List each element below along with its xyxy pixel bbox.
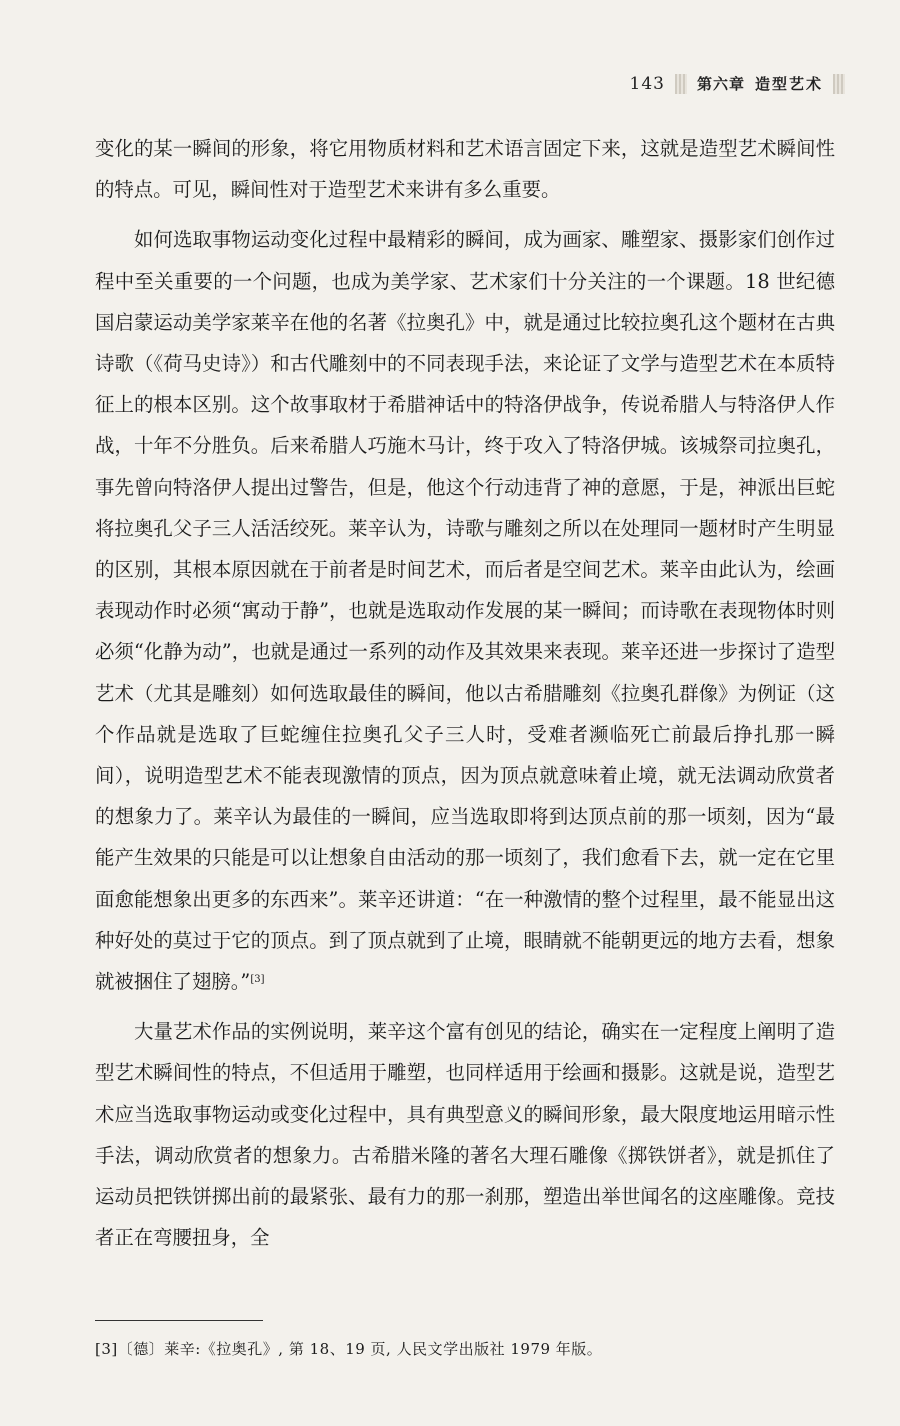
paragraph-1: 变化的某一瞬间的形象，将它用物质材料和艺术语言固定下来，这就是造型艺术瞬间性的特点。可见，瞬间性对于造型艺术来讲有多么重要。	[95, 137, 835, 202]
chapter-label: 第六章	[696, 75, 745, 93]
header-divider	[675, 74, 687, 94]
footnote-rule	[95, 1320, 263, 1321]
body-text	[95, 128, 835, 1258]
footnote-ref: [3]	[250, 974, 265, 986]
page-number: 143	[629, 73, 665, 94]
header-end-ornament	[833, 74, 845, 94]
footnote: [3]〔德〕莱辛:《拉奥孔》, 第 18、19 页, 人民文学出版社 1979 年版。	[95, 1340, 603, 1358]
paragraph-2	[95, 219, 835, 1002]
chapter-title: 造型艺术	[754, 75, 823, 93]
running-header	[630, 73, 845, 94]
paragraph-2-text: 如何选取事物运动变化过程中最精彩的瞬间，成为画家、雕塑家、摄影家们创作过程中至关重要的一个问题，也成为美学家、艺术家们十分关注的一个课题。18 世纪德国启蒙运动美学家莱辛在他的名著《拉奥孔》中，就是通过比较拉奥孔这个题材在古典诗歌（《荷马史诗》）和古代雕刻中的不同表现手法，来论证了文学与造型艺术在本质特征上的根本区别。这个故事取材于希腊神话中的特洛伊战争，传说希腊人与特洛伊人作战，十年不分胜负。后来希腊人巧施木马计，终于攻入了特洛伊城。该城祭司拉奥孔，事先曾向特洛伊人提出过警告，但是，他这个行动违背了神的意愿，于是，神派出巨蛇将拉奥孔父子三人活活绞死。莱辛认为，诗歌与雕刻之所以在处理同一题材时产生明显的区别，其根本原因就在于前者是时间艺术，而后者是空间艺术。莱辛由此认为，绘画表现动作时必须“寓动于静”，也就是选取动作发展的某一瞬间；而诗歌在表现物体时则必须“化静为动”，也就是通过一系列的动作及其效果来表现。莱辛还进一步探讨了造型艺术（尤其是雕刻）如何选取最佳的瞬间，他以古希腊雕刻《拉奥孔群像》为例证（这个作品就是选取了巨蛇缠住拉奥孔父子三人时，受难者濒临死亡前最后挣扎那一瞬间），说明造型艺术不能表现激情的顶点，因为顶点就意味着止境，就无法调动欣赏者的想象力了。莱辛认为最佳的一瞬间，应当选取即将到达顶点前的那一顷刻，因为“最能产生效果的只能是可以让想象自由活动的那一顷刻了，我们愈看下去，就一定在它里面愈能想象出更多的东西来”。莱辛还讲道：“在一种激情的整个过程里，最不能显出这种好处的莫过于它的顶点。到了顶点就到了止境，眼睛就不能朝更远的地方去看，想象就被捆住了翅膀。”	[95, 228, 835, 994]
paragraph-3: 大量艺术作品的实例说明，莱辛这个富有创见的结论，确实在一定程度上阐明了造型艺术瞬间性的特点，不但适用于雕塑，也同样适用于绘画和摄影。这就是说，造型艺术应当选取事物运动或变化过程中，具有典型意义的瞬间形象，最大限度地运用暗示性手法，调动欣赏者的想象力。古希腊米隆的著名大理石雕像《掷铁饼者》，就是抓住了运动员把铁饼掷出前的最紧张、最有力的那一刹那，塑造出举世闻名的这座雕像。竞技者正在弯腰扭身，全	[95, 1020, 835, 1250]
